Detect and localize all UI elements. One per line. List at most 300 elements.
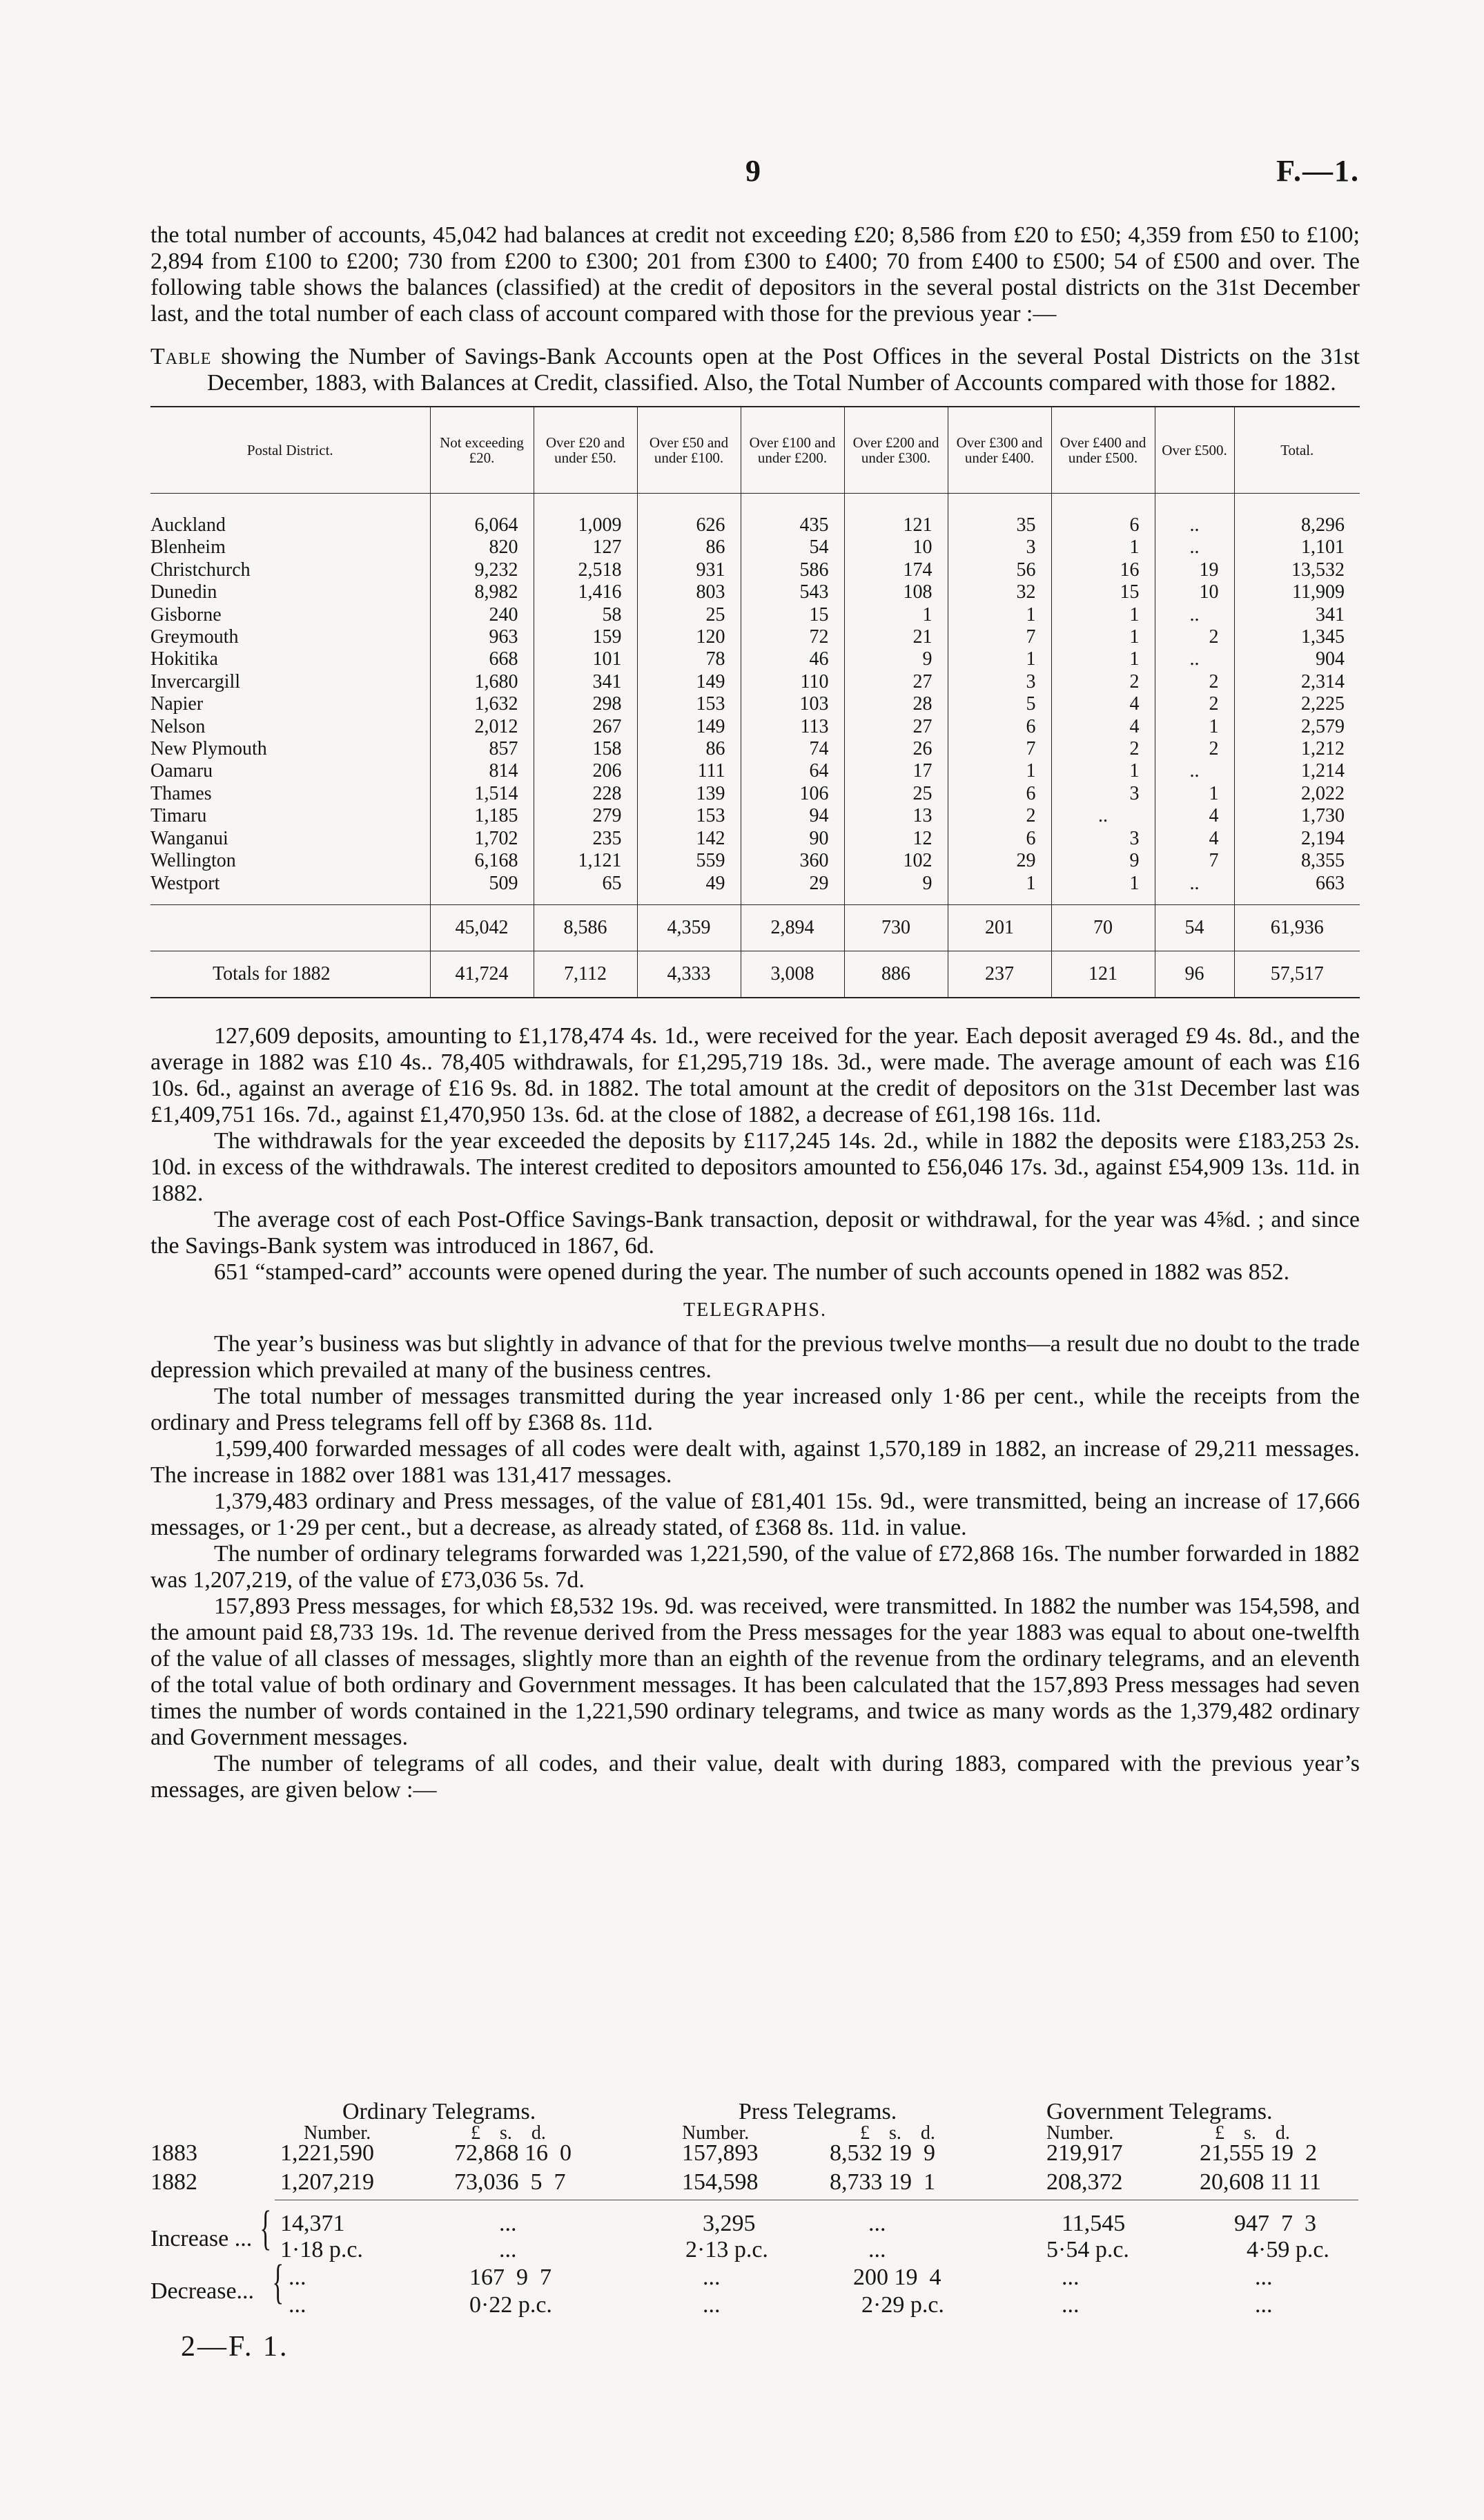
total-1882-cell: 7,112 [534,951,637,998]
table-cell: 626 [637,514,741,536]
table-cell: 10 [1155,581,1234,603]
district-name-text: Greymouth [150,626,239,648]
total-1882-cell: 41,724 [430,951,534,998]
table-cell: 94 [741,805,844,827]
district-name-text: Christchurch [150,559,251,581]
table-cell: 121 [844,514,948,536]
decrease-government-value: ... [1255,2265,1273,2290]
table-cell: 206 [534,760,637,782]
decrease-ordinary-number: ... [289,2265,306,2290]
savings-bank-table [150,406,1360,998]
district-name [150,581,430,603]
table-cell: 72 [741,626,844,648]
table-cell: 9 [1051,850,1155,872]
sub-money-ordinary: £ s. d. [471,2122,546,2144]
savings-paragraph: The average cost of each Post-Office Savings-Bank transaction, deposit or withdrawal, for the year was 4⅝d. ; and since the Savings-Bank system was introduced in 1867, 6d. [150,1206,1360,1259]
total-cell: 45,042 [430,904,534,951]
table-cell: 2 [1155,671,1234,693]
district-name [150,760,430,782]
telegraphs-paragraph: The number of ordinary telegrams forwarded was 1,221,590, of the value of £72,868 16s. The number forwarded in 1882 was 1,207,219, of the value of £73,036 5s. 7d. [150,1540,1360,1593]
table-cell: 663 [1234,873,1360,895]
page-number: 9 [745,154,761,188]
table-cell: 127 [534,536,637,559]
table-cell: 64 [741,760,844,782]
table-row [150,805,1360,827]
table-cell: 279 [534,805,637,827]
total-cell: 201 [948,904,1051,951]
table-row [150,648,1360,670]
table-cell: 559 [637,850,741,872]
table-cell: 78 [637,648,741,670]
table-cell: 6,064 [430,514,534,536]
table-cell: 1 [1155,783,1234,805]
increase-press-value: ... [868,2211,886,2236]
table-cell: 113 [741,716,844,738]
decrease-press-value: 200 19 4 [853,2265,941,2290]
table-cell: 26 [844,738,948,760]
table-cell: 341 [1234,604,1360,626]
table-cell: 803 [637,581,741,603]
table-cell: 9 [844,648,948,670]
district-name-text: Wellington [150,850,236,872]
table-cell: 1,009 [534,514,637,536]
table-cell: 2 [1051,671,1155,693]
district-name [150,626,430,648]
increase-ordinary-number: 14,371 [280,2211,345,2236]
table-cell: 13,532 [1234,559,1360,581]
column-header: Not exceeding £20. [430,407,534,494]
table-cell: 1 [1051,626,1155,648]
table-cell: .. [1155,648,1234,670]
table-cell: 16 [1051,559,1155,581]
table-cell: 1,101 [1234,536,1360,559]
table-cell: 111 [637,760,741,782]
table-caption-text: showing the Number of Savings-Bank Accounts open at the Post Offices in the several Postal Districts on the 31st December, 1883, with Balances at Credit, classified. Also, the Total Number of Accounts compared with those for 1882. [207,344,1360,396]
telegraphs-paragraph: 157,893 Press messages, for which £8,532 19s. 9d. was received, were transmitted. In 1882 the number was 154,598, and the amount paid £8,733 19s. 1d. The revenue derived from the Press messages for the year 1883 was equal to about one-twelfth of the value of all classes of messages, slightly more than an eighth of the revenue from the ordinary telegrams, and an eleventh of the total value of both ordinary and Government messages. It has been calculated that the 157,893 Press messages had seven times the number of words contained in the 1,221,590 ordinary telegrams, and twice as many words as the 1,379,482 ordinary and Government messages. [150,1593,1360,1750]
table-cell: 2 [1155,738,1234,760]
district-name [150,514,430,536]
table-cell: .. [1155,873,1234,895]
district-name-text: Thames [150,782,212,804]
telegraphs-heading: TELEGRAPHS. [683,1299,827,1321]
district-name-text: Napier [150,693,204,715]
telegraphs-paragraph: The year’s business was but slightly in advance of that for the previous twelve months—a result due no doubt to the trade depression which prevailed at many of the business centres. [150,1330,1360,1383]
table-cell: 3 [948,671,1051,693]
table-cell: 103 [741,693,844,715]
table-cell: .. [1155,536,1234,559]
increase-government-number: 11,545 [1062,2211,1126,2236]
increase-label: Increase ... [150,2226,253,2251]
table-cell: 240 [430,604,534,626]
table-cell: 86 [637,536,741,559]
table-cell: 2 [1051,738,1155,760]
table-cell: 7 [948,738,1051,760]
table-cell: 19 [1155,559,1234,581]
increase-government-value: 947 7 3 [1234,2211,1316,2236]
total-1882-cell: 121 [1051,951,1155,998]
ordinary-number-1882: 1,207,219 [280,2169,374,2195]
district-name [150,716,430,738]
increase-ordinary-percent: 1·18 p.c. [280,2237,363,2262]
sub-number-press: Number. [682,2122,750,2144]
sub-money-government: £ s. d. [1215,2122,1290,2144]
column-header: Over £100 and under £200. [741,407,844,494]
press-number-1882: 154,598 [682,2169,759,2195]
increase-ordinary-value: ... [499,2211,517,2236]
ordinary-value-1882: 73,036 5 7 [454,2169,566,2195]
table-row [150,514,1360,536]
table-cell: 15 [741,604,844,626]
table-cell: 814 [430,760,534,782]
table-cell: 6 [948,716,1051,738]
table-cell: 509 [430,873,534,895]
table-cell: 1,416 [534,581,637,603]
sub-money-press: £ s. d. [860,2122,935,2144]
table-cell: 2,579 [1234,716,1360,738]
table-cell: 2 [1155,693,1234,715]
column-header: Over £200 and under £300. [844,407,948,494]
district-name [150,783,430,805]
government-number-1883: 219,917 [1046,2140,1123,2166]
table-row [150,716,1360,738]
intro-paragraph: the total number of accounts, 45,042 had balances at credit not exceeding £20; 8,586 from £20 to £50; 4,359 from £50 to £100; 2,894 from £100 to £200; 730 from £200 to £300; 201 from £300 to £400; 70 from £400 to £500; 54 of £500 and over. The following table shows the balances (classified) at the credit of depositors in the several postal districts on the 31st December last, and the total number of each class of account compared with those for the previous year :— [150,222,1360,327]
increase-brace: { [260,2202,272,2255]
table-cell: 120 [637,626,741,648]
district-name-text: Timaru [150,805,207,827]
totals-row [150,904,1360,951]
table-cell: 7 [948,626,1051,648]
total-cell: 4,359 [637,904,741,951]
upper-column [150,222,1360,1803]
table-row [150,850,1360,872]
table-cell: 820 [430,536,534,559]
increase-government-percent: 5·54 p.c. [1046,2237,1129,2262]
telegraphs-paragraph: The total number of messages transmitted during the year increased only 1·86 per cent., while the receipts from the ordinary and Press telegrams fell off by £368 8s. 11d. [150,1383,1360,1435]
table-cell: 1 [948,873,1051,895]
totals-1882-label: Totals for 1882 [150,951,430,998]
table-cell: 1,345 [1234,626,1360,648]
spacer-row [150,895,1360,905]
table-cell: 153 [637,805,741,827]
table-cell: 15 [1051,581,1155,603]
table-cell: 8,982 [430,581,534,603]
district-name [150,693,430,715]
table-cell: 1,121 [534,850,637,872]
table-cell: 90 [741,828,844,850]
column-header: Over £500. [1155,407,1234,494]
column-header: Postal District. [246,442,333,458]
increase-government-value-percent: 4·59 p.c. [1247,2237,1329,2262]
total-cell: 8,586 [534,904,637,951]
table-cell: 9,232 [430,559,534,581]
table-cell: 174 [844,559,948,581]
district-name-text: Wanganui [150,827,228,849]
district-name-text: Hokitika [150,648,218,670]
table-row [150,559,1360,581]
table-cell: 1 [948,648,1051,670]
table-cell: 267 [534,716,637,738]
table-cell: 86 [637,738,741,760]
total-1882-cell: 886 [844,951,948,998]
totals-label-empty [150,904,430,951]
table-body [150,494,1360,998]
table-cell: 2,314 [1234,671,1360,693]
table-cell: .. [1155,760,1234,782]
column-header: Total. [1234,407,1360,494]
table-cell: 8,355 [1234,850,1360,872]
decrease-ordinary-percent: 0·22 p.c. [469,2292,552,2318]
table-cell: 6 [948,828,1051,850]
decrease-label: Decrease... [150,2278,255,2304]
district-name [150,805,430,827]
table-cell: 1 [948,604,1051,626]
table-cell: 149 [637,716,741,738]
table-cell: 2,012 [430,716,534,738]
table-header-row [150,407,1360,494]
column-header: Over £300 and under £400. [948,407,1051,494]
table-cell: 1,632 [430,693,534,715]
table-cell: 1,185 [430,805,534,827]
table-cell: 6 [1051,514,1155,536]
table-cell: 110 [741,671,844,693]
table-cell: 3 [1051,828,1155,850]
district-name-text: Gisborne [150,603,222,626]
table-cell: 4 [1051,693,1155,715]
ordinary-value-1883: 72,868 16 0 [454,2140,572,2166]
total-1882-cell: 96 [1155,951,1234,998]
table-cell: 9 [844,873,948,895]
table-cell: 27 [844,716,948,738]
district-name [150,738,430,760]
table-cell: .. [1051,805,1155,827]
table-cell: 149 [637,671,741,693]
table-cell: 435 [741,514,844,536]
decrease-brace: { [272,2256,284,2309]
total-cell: 2,894 [741,904,844,951]
table-cell: 3 [1051,783,1155,805]
table-cell: 101 [534,648,637,670]
table-cell: 341 [534,671,637,693]
table-cell: 58 [534,604,637,626]
table-cell: 29 [741,873,844,895]
totals-1882-row [150,951,1360,998]
district-name [150,559,430,581]
table-row [150,738,1360,760]
table-cell: 32 [948,581,1051,603]
table-cell: 3 [948,536,1051,559]
table-cell: 21 [844,626,948,648]
table-cell: 11,909 [1234,581,1360,603]
government-number-1882: 208,372 [1046,2169,1123,2195]
footer-signature: 2—F. 1. [181,2331,289,2363]
table-cell: 1,214 [1234,760,1360,782]
increase-press-percent: 2·13 p.c. [685,2237,768,2262]
column-header: Over £20 and under £50. [534,407,637,494]
press-value-1882: 8,733 19 1 [830,2169,935,2195]
table-cell: 28 [844,693,948,715]
table-row [150,581,1360,603]
table-row [150,604,1360,626]
table-cell: 25 [844,783,948,805]
savings-paragraph: 651 “stamped-card” accounts were opened during the year. The number of such accounts opened in 1882 was 852. [214,1259,1290,1285]
column-header: Over £400 and under £500. [1051,407,1155,494]
table-cell: 2 [948,805,1051,827]
district-name [150,828,430,850]
sub-number-ordinary: Number. [304,2122,371,2144]
telegraphs-paragraph: 1,379,483 ordinary and Press messages, of the value of £81,401 15s. 9d., were transmitted, being an increase of 17,666 messages, or 1·29 per cent., but a decrease, as already stated, of £368 8s. 11d. in value. [150,1488,1360,1540]
sub-number-government: Number. [1046,2122,1114,2144]
table-cell: 1 [1051,604,1155,626]
table-cell: 298 [534,693,637,715]
table-cell: 10 [844,536,948,559]
ordinary-number-1883: 1,221,590 [280,2140,374,2166]
table-cell: 1 [844,604,948,626]
column-header: Over £50 and under £100. [637,407,741,494]
table-cell: 153 [637,693,741,715]
district-name [150,536,430,559]
table-cell: 1 [1155,716,1234,738]
table-cell: 27 [844,671,948,693]
table-cell: 2,518 [534,559,637,581]
table-cell: 2,225 [1234,693,1360,715]
increase-press-value-2: ... [868,2237,886,2262]
table-cell: 49 [637,873,741,895]
table-cell: 2 [1155,626,1234,648]
district-name-text: Dunedin [150,581,217,603]
table-cell: 2,194 [1234,828,1360,850]
table-cell: 74 [741,738,844,760]
table-row [150,828,1360,850]
table-row [150,760,1360,782]
district-name [150,648,430,670]
group-government: Government Telegrams. [1046,2099,1273,2124]
table-cell: 159 [534,626,637,648]
table-caption-lead: Table [150,344,212,369]
table-cell: 2,022 [1234,783,1360,805]
table-cell: 139 [637,783,741,805]
total-cell: 70 [1051,904,1155,951]
table-cell: 25 [637,604,741,626]
table-cell: 1 [1051,760,1155,782]
table-cell: 963 [430,626,534,648]
table-cell: 931 [637,559,741,581]
table-cell: 1,702 [430,828,534,850]
table-cell: .. [1155,604,1234,626]
table-cell: 904 [1234,648,1360,670]
group-press: Press Telegrams. [739,2099,897,2124]
decrease-press-number: ... [703,2265,721,2290]
table-cell: 106 [741,783,844,805]
savings-paragraph: 127,609 deposits, amounting to £1,178,474 4s. 1d., were received for the year. Each deposit averaged £9 4s. 8d., and the average in 1882 was £10 4s.. 78,405 withdrawals, for £1,295,719 18s. 3d., were made. The average amount of each was £16 10s. 6d., against an average of £16 9s. 8d. in 1882. The total amount at the credit of depositors on the 31st December last was £1,409,751 16s. 7d., against £1,470,950 13s. 6d. at the close of 1882, a decrease of £61,198 16s. 11d. [150,1022,1360,1127]
table-cell: 13 [844,805,948,827]
district-name-text: Auckland [150,514,226,536]
district-name-text: Oamaru [150,760,213,782]
table-row [150,536,1360,559]
table-cell: 8,296 [1234,514,1360,536]
decrease-press-percent: 2·29 p.c. [861,2292,944,2318]
table-cell: 17 [844,760,948,782]
table-row [150,783,1360,805]
total-cell: 61,936 [1234,904,1360,951]
table-cell: 6 [948,783,1051,805]
table-cell: 29 [948,850,1051,872]
table-cell: 158 [534,738,637,760]
telegraphs-paragraph: 1,599,400 forwarded messages of all codes were dealt with, against 1,570,189 in 1882, an increase of 29,211 messages. The increase in 1882 over 1881 was 131,417 messages. [150,1435,1360,1488]
table-cell: 46 [741,648,844,670]
decrease-government-number-2: ... [1062,2292,1080,2318]
table-cell: 65 [534,873,637,895]
total-cell: 730 [844,904,948,951]
decrease-press-number-2: ... [703,2292,721,2318]
government-value-1882: 20,608 11 11 [1200,2169,1321,2195]
table-cell: 360 [741,850,844,872]
savings-paragraphs [150,1023,1360,1286]
table-caption [150,344,1360,396]
table-cell: 35 [948,514,1051,536]
table-cell: .. [1155,514,1234,536]
district-name-text: Invercargill [150,670,241,692]
savings-paragraph: The withdrawals for the year exceeded the deposits by £117,245 14s. 2d., while in 1882 the deposits were £183,253 2s. 10d. in excess of the withdrawals. The interest credited to depositors amounted to £56,046 17s. 3d., against £54,909 13s. 11d. in 1882. [150,1127,1360,1206]
total-1882-cell: 3,008 [741,951,844,998]
district-name-text: Blenheim [150,536,226,559]
table-cell: 142 [637,828,741,850]
table-cell: 56 [948,559,1051,581]
table-cell: 7 [1155,850,1234,872]
table-cell: 54 [741,536,844,559]
table-cell: 1,514 [430,783,534,805]
table-row [150,671,1360,693]
press-number-1883: 157,893 [682,2140,759,2166]
increase-press-number: 3,295 [703,2211,756,2236]
table-cell: 12 [844,828,948,850]
decrease-ordinary-value: 167 9 7 [469,2265,551,2290]
table-cell: 586 [741,559,844,581]
table-cell: 1 [948,760,1051,782]
document-reference: F.—1. [1276,154,1360,188]
table-cell: 102 [844,850,948,872]
table-cell: 1,680 [430,671,534,693]
total-1882-cell: 237 [948,951,1051,998]
group-ordinary: Ordinary Telegrams. [342,2099,536,2124]
decrease-government-number: ... [1062,2265,1080,2290]
table-row [150,873,1360,895]
table-cell: 4 [1155,805,1234,827]
government-value-1883: 21,555 19 2 [1200,2140,1317,2166]
table-row [150,626,1360,648]
total-cell: 54 [1155,904,1234,951]
year-1883-label: 1883 [150,2140,197,2166]
district-name [150,604,430,626]
table-cell: 1 [1051,648,1155,670]
increase-ordinary-value-2: ... [499,2237,517,2262]
total-1882-cell: 4,333 [637,951,741,998]
table-cell: 1,212 [1234,738,1360,760]
year-1882-label: 1882 [150,2169,197,2195]
table-cell: 1 [1051,873,1155,895]
telegram-summary [150,2099,1360,2327]
spacer-row [150,494,1360,515]
district-name-text: Nelson [150,715,206,737]
press-value-1883: 8,532 19 9 [830,2140,935,2166]
table-cell: 235 [534,828,637,850]
decrease-ordinary-number-2: ... [289,2292,306,2318]
table-cell: 668 [430,648,534,670]
district-name [150,850,430,872]
table-cell: 1,730 [1234,805,1360,827]
district-name [150,873,430,895]
table-cell: 857 [430,738,534,760]
table-cell: 543 [741,581,844,603]
